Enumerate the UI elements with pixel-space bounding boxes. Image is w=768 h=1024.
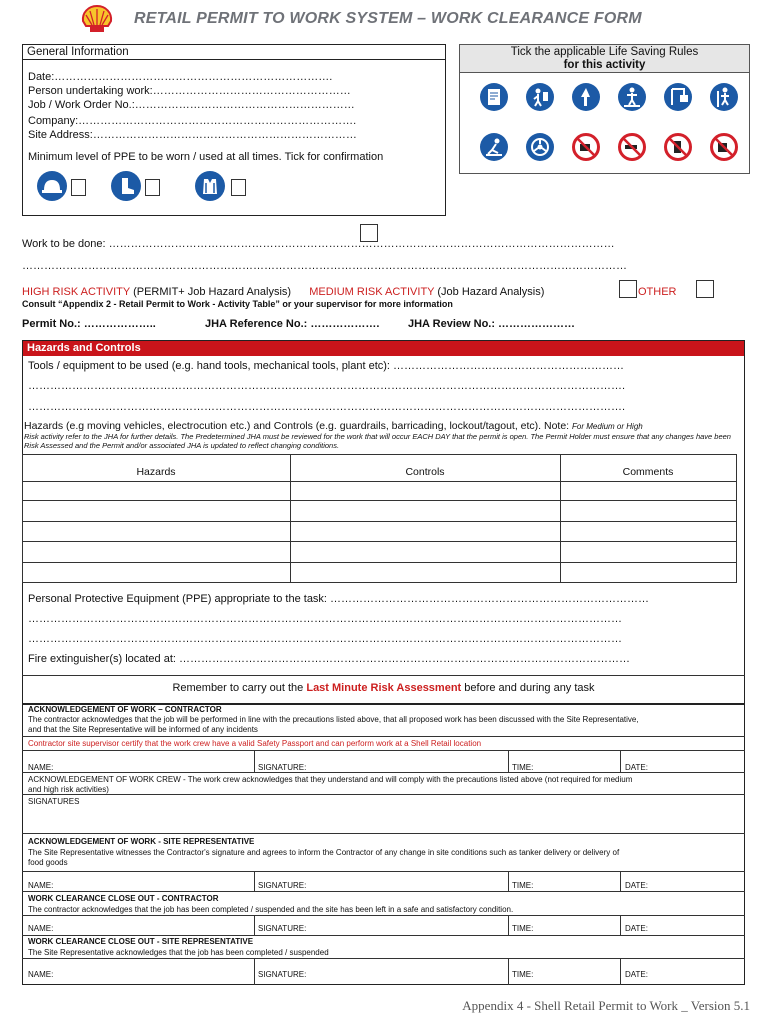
general-information-heading: General Information [23,45,445,60]
table-row-1[interactable] [22,500,737,501]
column-hazards: Hazards [136,466,176,478]
tools-field[interactable]: Tools / equipment to be used (e.g. hand tools, mechanical tools, plant etc): ……………………………………………………… [28,360,625,372]
hard-hat-icon [37,171,67,201]
close-contractor-heading: WORK CLEARANCE CLOSE OUT - CONTRACTOR [28,894,219,903]
consult-note: Consult “Appendix 2 - Retail Permit to Work - Activity Table” or your supervisor for more information [22,299,453,309]
close-site-date-field[interactable]: DATE: [625,970,648,979]
general-information-section [22,44,446,216]
contractor-time-field[interactable]: TIME: [512,763,534,772]
hi-vis-vest-checkbox[interactable] [231,179,246,196]
gas-test-icon[interactable] [572,83,600,111]
column-comments: Comments [622,466,674,478]
table-row-4[interactable] [22,562,737,563]
tools-dots-2[interactable]: ………………………………………………………………………………………………………………………………………………. [28,401,626,413]
close-site-time-field[interactable]: TIME: [512,970,534,979]
ack-divider-4 [22,794,745,795]
close-contractor-text: The contractor acknowledges that the job has been completed / suspended and the site has been left in a safe and satisfactory condition. [28,905,514,914]
permit-icon[interactable] [480,83,508,111]
high-risk-detail: (PERMIT+ Job Hazard Analysis) [133,286,292,298]
safety-boots-icon [111,171,141,201]
ack-divider-7 [22,891,745,892]
site-name-field[interactable]: NAME: [28,881,54,890]
close-col-1 [254,915,255,935]
site-col-3 [620,871,621,891]
close-site-signature-field[interactable]: SIGNATURE: [258,970,307,979]
no-phone-driving-icon[interactable] [664,133,692,161]
lmra-reminder [22,682,745,694]
life-saving-rules-section [459,44,750,174]
site-col-1 [254,871,255,891]
site-address-field[interactable]: Site Address:……………………………………………………………… [28,129,357,141]
jha-note: Risk activity refer to the JHA for further details. The Predetermined JHA must be reviewed for the work that will occur EACH DAY that the permit is open. The Permit Holder must ensure that any changes have been Risk Assessed and the Permit and/or associated JHA is updated to reflect changing conditions. [24,432,731,450]
safety-boots-checkbox[interactable] [145,179,160,196]
hazards-intro-note: For Medium or High [572,422,643,431]
ack-contractor-certify: Contractor site supervisor certify that the work crew have a valid Safety Passport and can perform work at a Shell Retail location [28,739,482,748]
no-smoking-icon[interactable] [710,133,738,161]
other-label: OTHER [638,286,677,298]
ack-divider-10 [22,958,745,959]
work-to-be-done-dots[interactable]: ………………………………………………………………………………………………………………………………………………… [22,260,627,272]
reminder-lmra: Last Minute Risk Assessment [306,682,462,694]
ack-divider-9 [22,935,745,936]
ack-site-text-2: food goods [28,858,68,867]
ppe-dots-2[interactable]: ……………………………………………………………………………………………………………………………………………… [28,633,622,645]
ack-site-text-1: The Site Representative witnesses the Contractor's signature and agrees to inform the Contractor of any change in site conditions such as tanker delivery or delivery of [28,848,620,857]
hazards-controls-heading: Hazards and Controls [23,341,744,356]
reminder-pre: Remember to carry out the [172,682,304,694]
no-alcohol-drugs-icon[interactable] [618,133,646,161]
lifting-icon[interactable] [664,83,692,111]
ack-crew-heading-2: and high risk activities) [28,785,109,794]
remember-border [22,675,745,676]
ack-col-3 [620,750,621,772]
seatbelt-icon[interactable] [526,133,554,161]
hazards-intro-text: Hazards (e.g moving vehicles, electrocution etc.) and Controls (e.g. guardrails, barricading, lockout/tagout, etc). Note: [24,420,570,432]
form-title: RETAIL PERMIT TO WORK SYSTEM – WORK CLEARANCE FORM [134,10,642,27]
site-time-field[interactable]: TIME: [512,881,534,890]
hard-hat-checkbox[interactable] [71,179,86,196]
site-col-2 [508,871,509,891]
fire-extinguisher-field[interactable]: Fire extinguisher(s) located at: …………………………………………………………………………………………………………… [28,653,631,665]
table-row-3[interactable] [22,541,737,542]
ack-divider-8 [22,915,745,916]
jha-reference-field[interactable]: JHA Reference No.: ………………. [205,318,380,330]
work-to-be-done-field[interactable]: Work to be done: ………………………………………………………………………………………………………………………… [22,238,615,250]
ack-divider-2 [22,750,745,751]
work-at-height-icon[interactable] [710,83,738,111]
shell-logo [80,4,114,34]
jha-review-field[interactable]: JHA Review No.: ………………… [408,318,576,330]
reminder-post: before and during any task [464,682,595,694]
hi-vis-vest-icon [195,171,225,201]
close-site-col-2 [508,958,509,985]
medium-risk-checkbox[interactable] [619,280,637,298]
life-saving-rules-heading [460,45,749,73]
ack-col-1 [254,750,255,772]
close-contractor-time-field[interactable]: TIME: [512,924,534,933]
no-speeding-icon[interactable] [572,133,600,161]
other-checkbox[interactable] [696,280,714,298]
ack-site-heading: ACKNOWLEDGEMENT OF WORK - SITE REPRESENTATIVE [28,837,255,846]
table-top-border [22,454,737,455]
close-site-col-3 [620,958,621,985]
overriding-safety-icon[interactable] [480,133,508,161]
close-col-2 [508,915,509,935]
ack-contractor-text-1: The contractor acknowledges that the job will be performed in line with the precautions listed above, that all proposed work has been discussed with the Site Representative, [28,715,639,724]
isolation-icon[interactable] [526,83,554,111]
ack-divider-6 [22,871,745,872]
life-saving-heading-line2: for this activity [563,59,646,71]
company-field[interactable]: Company:…………………………………………………………………. [28,115,357,127]
confined-space-icon[interactable] [618,83,646,111]
permit-no-field[interactable]: Permit No.: ……………….. [22,318,156,330]
ack-divider-5 [22,833,745,834]
close-site-col-1 [254,958,255,985]
close-site-name-field[interactable]: NAME: [28,970,54,979]
contractor-date-field[interactable]: DATE: [625,763,648,772]
ack-divider-1 [22,736,745,737]
high-risk-label: HIGH RISK ACTIVITY [22,286,130,298]
close-site-heading: WORK CLEARANCE CLOSE OUT - SITE REPRESENTATIVE [28,937,254,946]
table-header-border [22,481,737,482]
table-row-5[interactable] [22,582,737,583]
date-field[interactable]: Date:…………………………………………………………………. [28,71,333,83]
close-contractor-date-field[interactable]: DATE: [625,924,648,933]
close-col-3 [620,915,621,935]
hazards-intro [24,420,643,432]
tools-dots-1[interactable]: ………………………………………………………………………………………………………………………………………………. [28,380,626,392]
site-date-field[interactable]: DATE: [625,881,648,890]
ack-col-2 [508,750,509,772]
close-contractor-signature-field[interactable]: SIGNATURE: [258,924,307,933]
site-signature-field[interactable]: SIGNATURE: [258,881,307,890]
ack-divider-3 [22,772,745,773]
ack-contractor-text-2: and that the Site Representative will be informed of any incidents [28,725,258,734]
person-field[interactable]: Person undertaking work:……………………………………………… [28,85,351,97]
contractor-signature-field[interactable]: SIGNATURE: [258,763,307,772]
medium-risk-detail: (Job Hazard Analysis) [437,286,545,298]
life-saving-heading-line1: Tick the applicable Life Saving Rules [510,46,699,58]
ack-contractor-heading: ACKNOWLEDGEMENT OF WORK – CONTRACTOR [28,705,222,714]
close-site-text: The Site Representative acknowledges that the job has been completed / suspended [28,948,329,957]
crew-signatures-field[interactable]: SIGNATURES [28,797,80,806]
contractor-name-field[interactable]: NAME: [28,763,54,772]
ppe-dots-1[interactable]: ……………………………………………………………………………………………………………………………………………… [28,613,622,625]
table-row-2[interactable] [22,521,737,522]
medium-risk-label: MEDIUM RISK ACTIVITY [309,286,435,298]
risk-line [22,286,544,298]
footer-version: Appendix 4 - Shell Retail Permit to Work _ Version 5.1 [462,998,750,1013]
table-right-border [736,454,737,582]
ppe-note: Minimum level of PPE to be worn / used at all times. Tick for confirmation [28,151,384,163]
job-order-field[interactable]: Job / Work Order No.:…………………………………………………… [28,99,355,111]
ack-crew-heading: ACKNOWLEDGEMENT OF WORK CREW - The work crew acknowledges that they understand and will comply with the precautions listed above (not required for medium [28,775,633,784]
column-controls: Controls [405,466,445,478]
close-contractor-name-field[interactable]: NAME: [28,924,54,933]
hazards-controls-section [22,340,745,705]
ppe-task-field[interactable]: Personal Protective Equipment (PPE) appropriate to the task: …………………………………………………………………………… [28,593,650,605]
